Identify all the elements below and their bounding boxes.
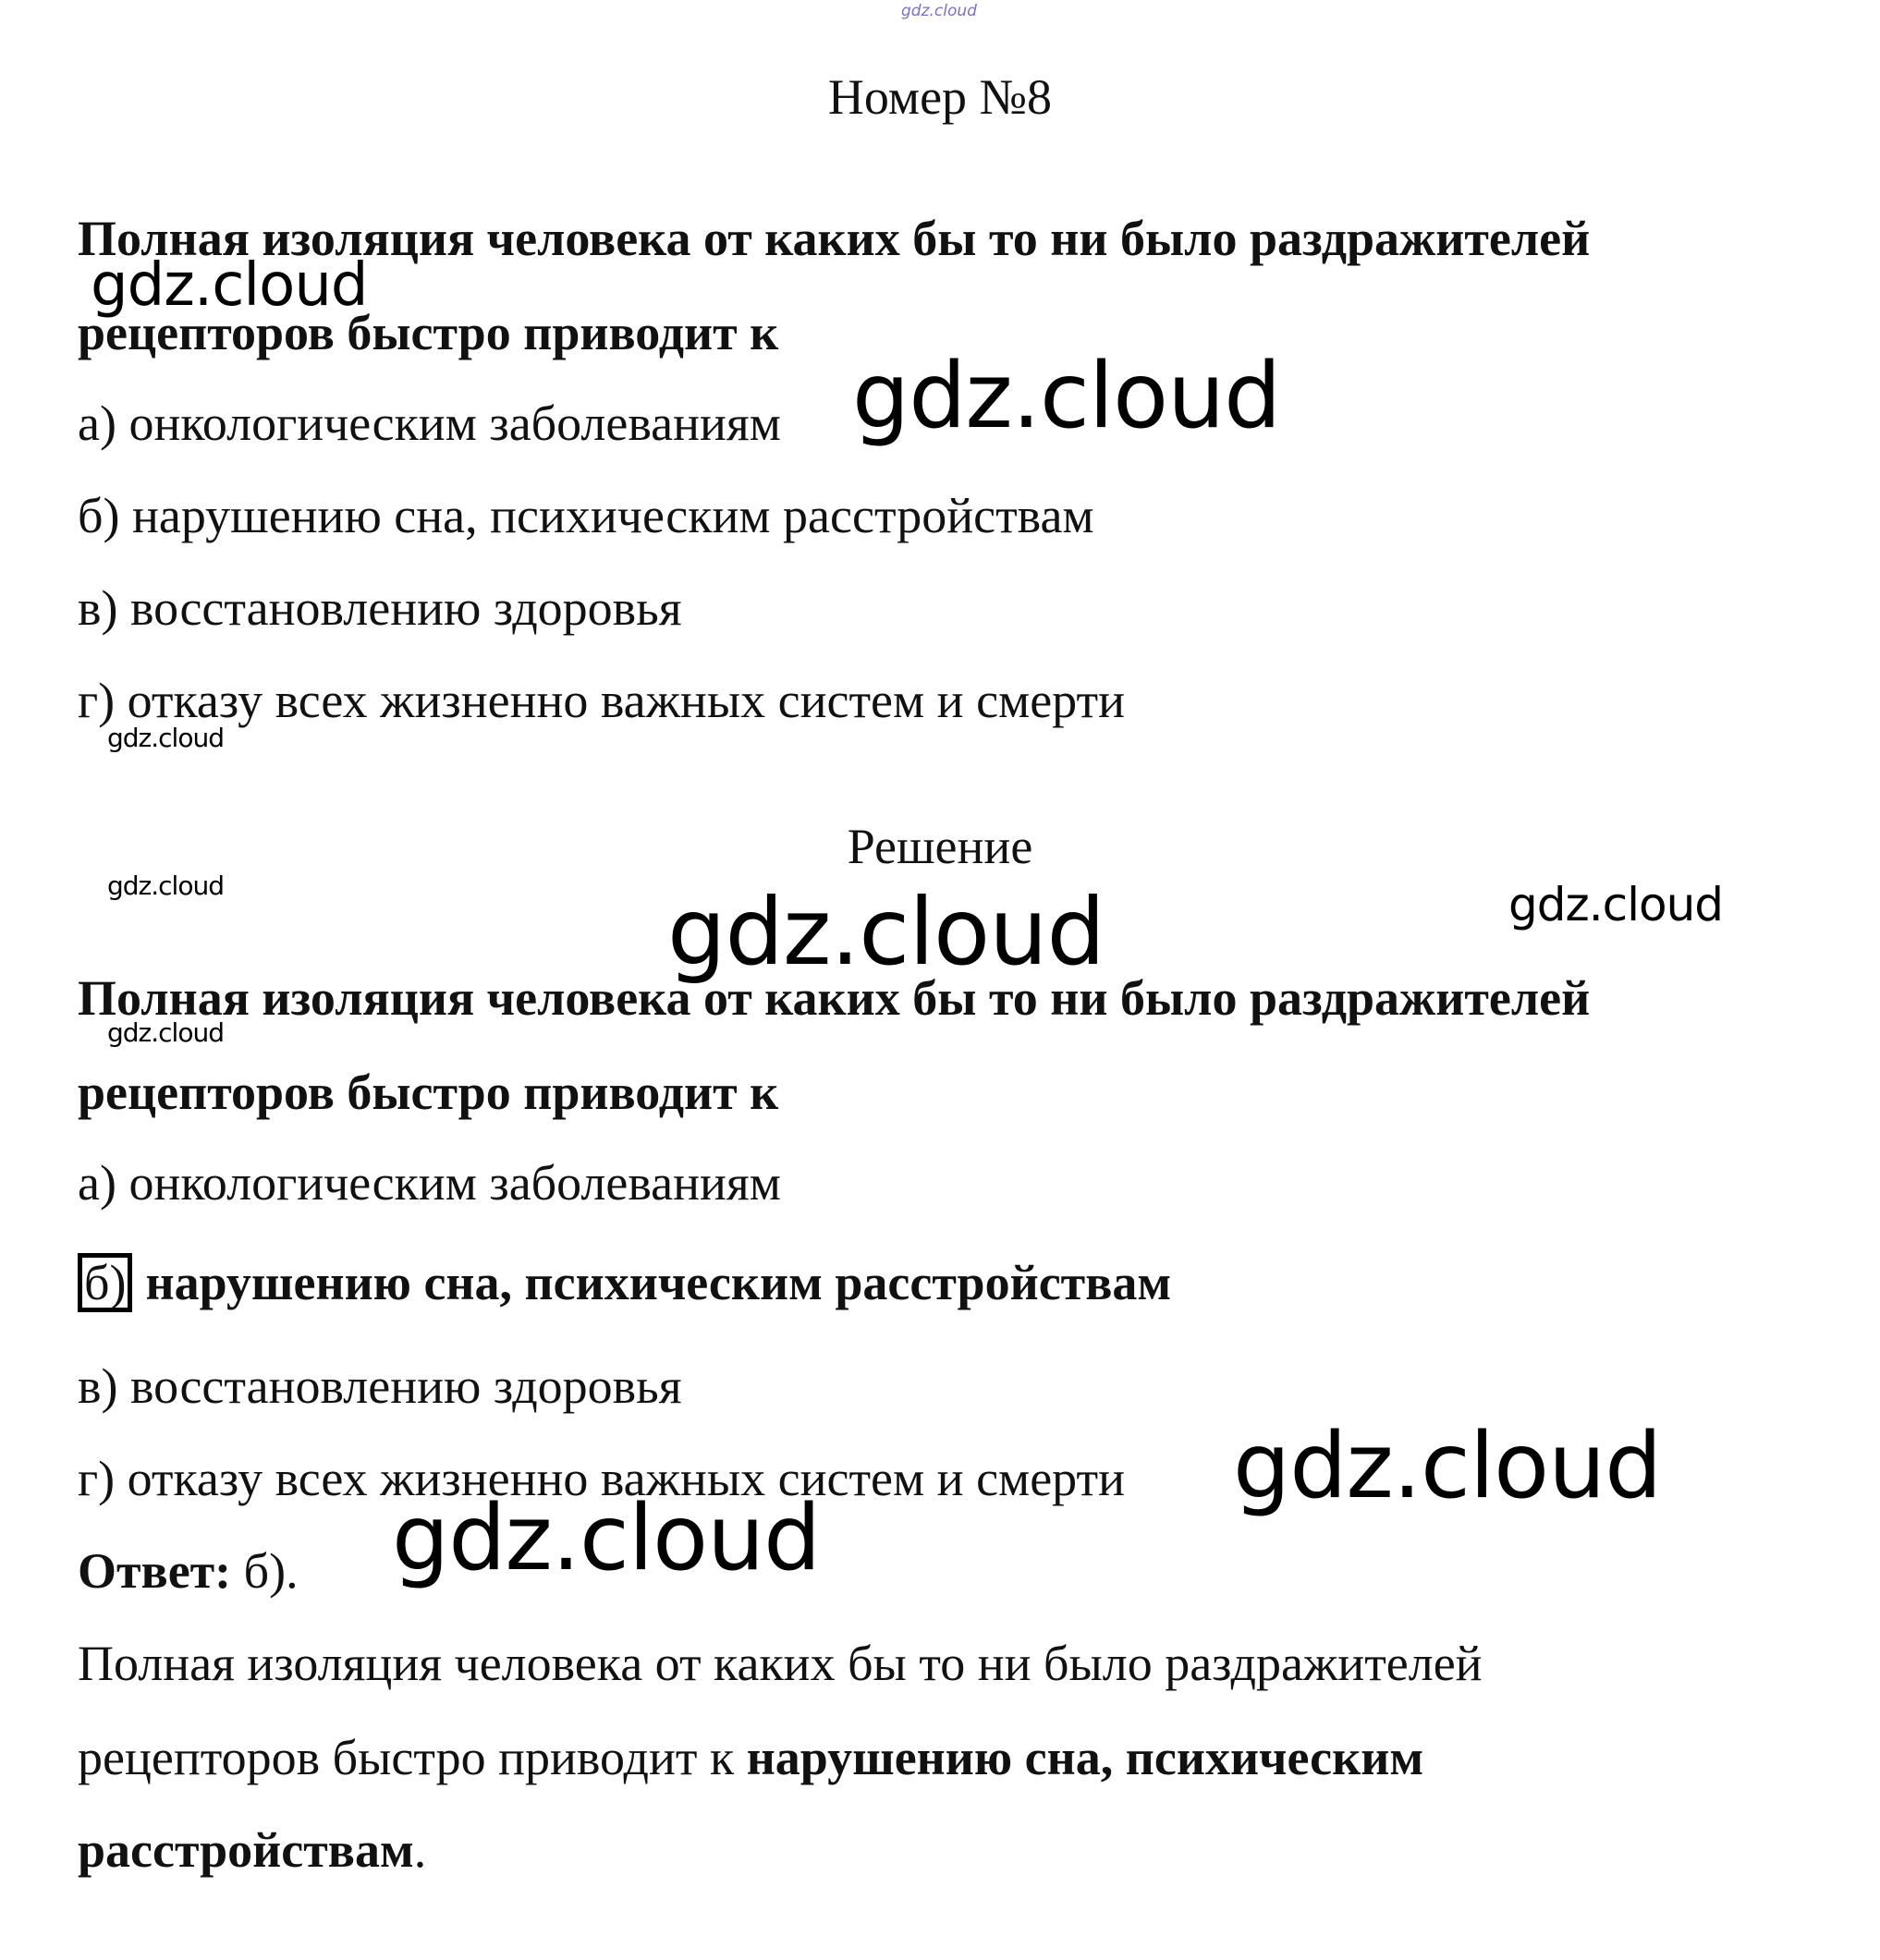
question-option-a: а) онкологическим заболеваниям (78, 396, 781, 451)
explanation-line-3-bold: расстройствам (78, 1822, 414, 1878)
watermark: gdz.cloud (107, 870, 224, 901)
explanation-line-2-plain: рецепторов быстро приводит к (78, 1730, 747, 1785)
question-prompt-line-1: Полная изоляция человека от каких бы то ни было раздражителей (78, 211, 1591, 266)
answer-line (78, 1543, 299, 1599)
explanation-line-2 (78, 1730, 1423, 1785)
solution-prompt-line-2: рецепторов быстро приводит к (78, 1065, 779, 1120)
explanation-line-2-bold: нарушению сна, психическим (746, 1730, 1424, 1785)
solution-option-a: а) онкологическим заболеваниям (78, 1155, 781, 1211)
watermark: gdz.cloud (392, 1486, 821, 1591)
solution-option-c: в) восстановлению здоровья (78, 1358, 682, 1414)
solution-option-b-text: нарушению сна, психическим расстройствам (145, 1255, 1172, 1310)
solution-option-b (78, 1253, 1171, 1312)
watermark: gdz.cloud (1233, 1414, 1662, 1519)
site-mark: gdz.cloud (901, 2, 977, 20)
question-prompt-line-2: рецепторов быстро приводит к (78, 305, 779, 360)
answer-label: Ответ: (78, 1543, 232, 1599)
watermark: gdz.cloud (1508, 878, 1724, 931)
question-option-c: в) восстановлению здоровья (78, 580, 682, 636)
solution-heading: Решение (847, 819, 1033, 874)
watermark: gdz.cloud (852, 344, 1281, 449)
selected-answer-box: б) (78, 1253, 132, 1312)
watermark: gdz.cloud (107, 1017, 224, 1048)
solution-option-d: г) отказу всех жизненно важных систем и смерти (78, 1451, 1125, 1506)
explanation-line-3 (78, 1822, 426, 1878)
watermark: gdz.cloud (107, 723, 224, 753)
watermark: gdz.cloud (667, 878, 1105, 986)
answer-value: б). (231, 1543, 299, 1599)
solution-prompt-line-1: Полная изоляция человека от каких бы то ни было раздражителей (78, 970, 1591, 1026)
question-option-d: г) отказу всех жизненно важных систем и смерти (78, 673, 1125, 728)
question-option-b: б) нарушению сна, психическим расстройствам (78, 488, 1094, 543)
explanation-line-1: Полная изоляция человека от каких бы то ни было раздражителей (78, 1636, 1483, 1691)
page-title: Номер №8 (827, 69, 1053, 125)
explanation-line-3-end: . (413, 1822, 427, 1878)
watermark: gdz.cloud (91, 251, 368, 320)
